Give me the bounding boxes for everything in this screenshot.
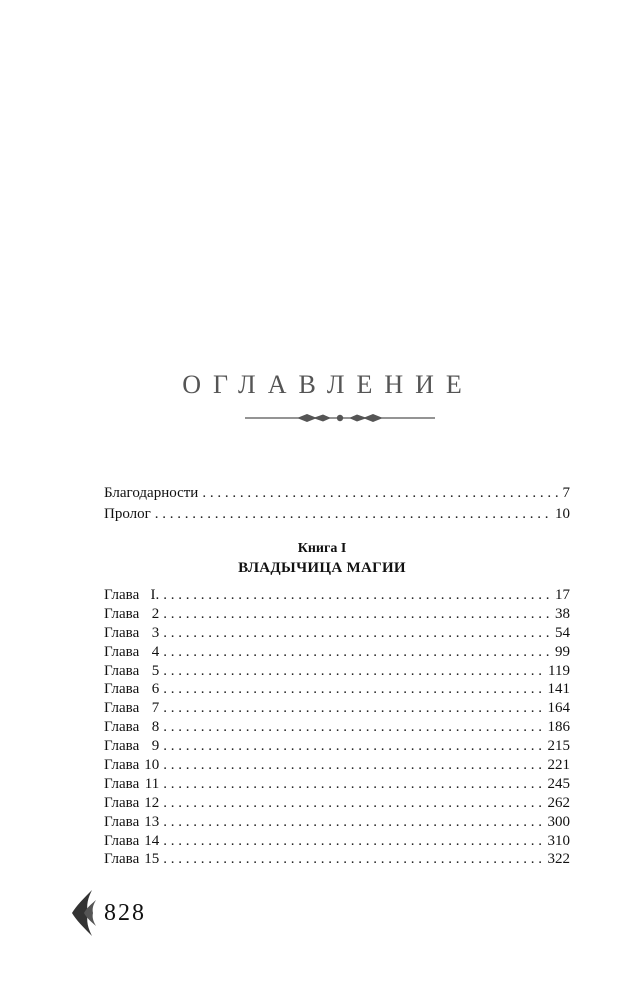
chapter-page: 300 <box>547 813 570 830</box>
toc-entry-chapter[interactable] <box>104 625 570 644</box>
chapter-number: 11 <box>144 775 160 792</box>
chapter-page: 99 <box>555 643 570 660</box>
toc-entry-chapter[interactable] <box>104 738 570 757</box>
chapter-word: Глава <box>104 738 140 755</box>
chapter-page: 164 <box>547 700 570 717</box>
chapter-number: 4 <box>151 643 160 660</box>
chapter-page: 38 <box>555 605 570 622</box>
chapter-number: 3 <box>151 624 160 641</box>
page-number: 828 <box>104 899 146 926</box>
chapter-number: 8 <box>151 719 160 736</box>
chapter-word: Глава <box>104 681 140 698</box>
chapter-page: 245 <box>547 775 570 792</box>
chapter-word: Глава <box>104 605 140 622</box>
book-name: ВЛАДЫЧИЦА МАГИИ <box>238 560 406 576</box>
chapter-number: 7 <box>151 700 160 717</box>
divider-ornament-icon <box>245 408 435 428</box>
chapter-word: Глава <box>104 813 140 830</box>
chapter-page: 186 <box>547 719 570 736</box>
toc-entry-chapter[interactable] <box>104 833 570 852</box>
toc-entry-chapter[interactable] <box>104 814 570 833</box>
page-ornament-icon <box>70 888 100 938</box>
toc-entry-chapter[interactable] <box>104 681 570 700</box>
chapter-page: 221 <box>547 757 570 774</box>
chapter-word: Глава <box>104 587 140 603</box>
toc-entry-chapter[interactable] <box>104 587 570 606</box>
chapter-word: Глава <box>104 662 140 679</box>
chapter-word: Глава <box>104 775 140 792</box>
chapter-page: 17 <box>555 587 570 603</box>
page-footer <box>70 888 146 938</box>
chapter-number: 9 <box>151 738 160 755</box>
chapter-list <box>104 587 570 870</box>
book-header <box>0 540 644 578</box>
chapter-word: Глава <box>104 624 140 641</box>
chapter-number: 13 <box>144 813 160 830</box>
chapter-number: 14 <box>144 832 160 849</box>
toc-entry-chapter[interactable] <box>104 776 570 795</box>
chapter-number: 6 <box>151 681 160 698</box>
chapter-page: 215 <box>547 738 570 755</box>
chapter-number: 12 <box>144 794 160 811</box>
chapter-word: Глава <box>104 643 140 660</box>
chapter-page: 54 <box>555 624 570 641</box>
toc-entry-chapter[interactable] <box>104 644 570 663</box>
chapter-word: Глава <box>104 757 140 774</box>
chapter-word: Глава <box>104 832 140 849</box>
toc-entry-chapter[interactable] <box>104 851 570 870</box>
chapter-number: I. <box>150 587 160 603</box>
chapter-number: 15 <box>144 851 160 868</box>
toc-entry-chapter[interactable] <box>104 663 570 682</box>
book-title: Книга I <box>297 541 347 556</box>
toc-entry-chapter[interactable] <box>104 757 570 776</box>
toc-entry-chapter[interactable] <box>104 719 570 738</box>
chapter-word: Глава <box>104 851 140 868</box>
chapter-word: Глава <box>104 700 140 717</box>
toc-entry-chapter[interactable] <box>104 700 570 719</box>
front-matter-list <box>104 485 570 527</box>
chapter-number: 5 <box>151 662 160 679</box>
toc-entry-acknowledgements[interactable]: Благодарности . . . 7 <box>104 485 570 506</box>
chapter-number: 2 <box>151 605 160 622</box>
chapter-number: 10 <box>144 757 160 774</box>
toc-heading: ОГЛАВЛЕНИЕ <box>182 370 474 399</box>
chapter-page: 141 <box>547 681 570 698</box>
toc-entry-chapter[interactable] <box>104 795 570 814</box>
chapter-page: 322 <box>547 851 570 868</box>
chapter-word: Глава <box>104 719 140 736</box>
toc-entry-chapter[interactable] <box>104 606 570 625</box>
chapter-word: Глава <box>104 794 140 811</box>
chapter-page: 310 <box>547 832 570 849</box>
toc-entry-prologue[interactable]: Пролог . . . 10 <box>104 506 570 527</box>
chapter-page: 119 <box>548 662 570 679</box>
chapter-page: 262 <box>547 794 570 811</box>
